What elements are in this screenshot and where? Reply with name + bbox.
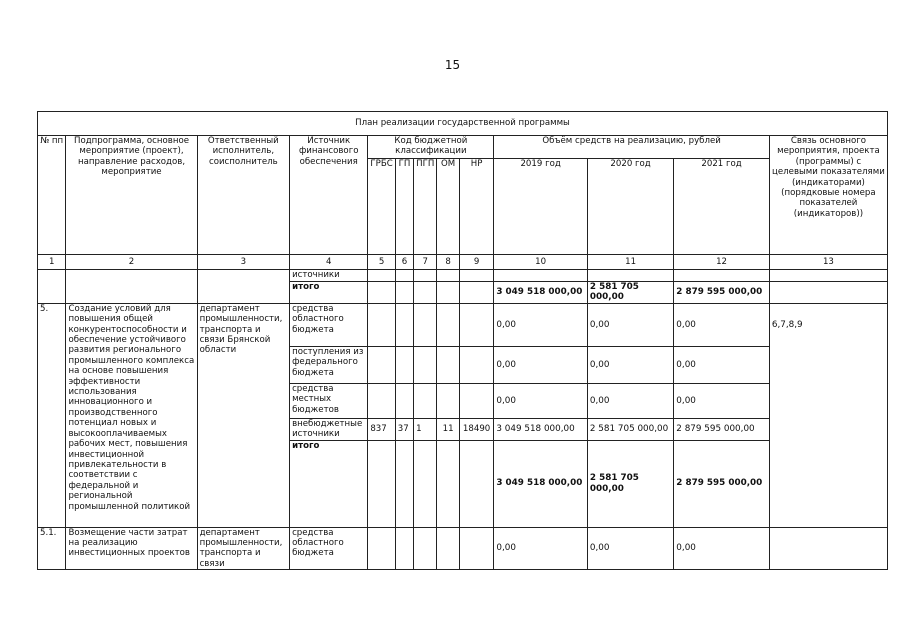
col-num-1: 1 — [38, 255, 66, 270]
row5-om-5 — [437, 440, 459, 527]
program-plan-table — [37, 111, 888, 570]
row5-2020-3: 0,00 — [587, 383, 673, 418]
row5-grbs-4: 837 — [368, 418, 395, 440]
row5-2021-1: 0,00 — [674, 303, 770, 346]
row5-source-4: внебюджетные источники — [290, 418, 368, 440]
row51-name: Возмещение части затрат на реализацию инвестиционных проектов — [66, 527, 197, 570]
row5-grbs-2 — [368, 346, 395, 383]
row5-2021-4: 2 879 595 000,00 — [674, 418, 770, 440]
table-row — [38, 303, 888, 346]
header-volume: Объём средств на реализацию, рублей — [494, 136, 769, 159]
row5-2019-1: 0,00 — [494, 303, 588, 346]
row5-2020-4: 2 581 705 000,00 — [587, 418, 673, 440]
col-num-7: 7 — [414, 255, 437, 270]
header-2021: 2021 год — [674, 159, 770, 255]
row5-pgp-5 — [414, 440, 437, 527]
row5-nr-1 — [459, 303, 494, 346]
col-num-6: 6 — [395, 255, 413, 270]
row5-num: 5. — [38, 303, 66, 527]
col-num-12: 12 — [674, 255, 770, 270]
row5-nr-2 — [459, 346, 494, 383]
row51-2019: 0,00 — [494, 527, 588, 570]
row51-num: 5.1. — [38, 527, 66, 570]
row5-total-2021: 2 879 595 000,00 — [674, 440, 770, 527]
row5-2021-3: 0,00 — [674, 383, 770, 418]
row51-responsible: департамент промышленности, транспорта и связи — [197, 527, 290, 570]
col-num-4: 4 — [290, 255, 368, 270]
row5-nr-4: 18490 — [459, 418, 494, 440]
row5-2021-2: 0,00 — [674, 346, 770, 383]
row5-om-2 — [437, 346, 459, 383]
header-nr: НР — [459, 159, 494, 255]
row5-2020-2: 0,00 — [587, 346, 673, 383]
row5-om-1 — [437, 303, 459, 346]
row5-pgp-2 — [414, 346, 437, 383]
row5-om-3 — [437, 383, 459, 418]
table-title: План реализации государственной программы — [38, 112, 888, 136]
row5-source-3: средства местных бюджетов — [290, 383, 368, 418]
row5-name: Создание условий для повышения общей конкурентоспособности и обеспечение устойчивого развития регионального промышленного комплекса на основе повышения эффективности использования инновационного и производственного потенциал новых и высокооплачиваемых рабочих мест, повышения инвестиционной привлекательности в соответствии с федеральной и региональной промышленной политикой — [66, 303, 197, 527]
col-num-13: 13 — [769, 255, 887, 270]
header-pgp: ПГП — [414, 159, 437, 255]
row5-grbs-3 — [368, 383, 395, 418]
header-gp: ГП — [395, 159, 413, 255]
row5-pgp-3 — [414, 383, 437, 418]
row5-total-2020: 2 581 705 000,00 — [587, 440, 673, 527]
row5-gp-1 — [395, 303, 413, 346]
table-row — [38, 270, 888, 282]
page-number: 15 — [444, 58, 461, 72]
row51-source: средства областного бюджета — [290, 527, 368, 570]
header-num: № пп — [38, 136, 66, 255]
col-num-11: 11 — [587, 255, 673, 270]
header-source: Источник финансового обеспечения — [290, 136, 368, 255]
header-subprogram: Подпрограмма, основное мероприятие (проект), направление расходов, мероприятие — [66, 136, 197, 255]
header-2020: 2020 год — [587, 159, 673, 255]
col-num-8: 8 — [437, 255, 459, 270]
prev-source-label: источники — [290, 270, 368, 282]
row5-nr-3 — [459, 383, 494, 418]
row5-link: 6,7,8,9 — [769, 303, 887, 527]
row5-responsible: департамент промышленности, транспорта и связи Брянской области — [197, 303, 290, 527]
row5-total-2019: 3 049 518 000,00 — [494, 440, 588, 527]
header-link: Связь основного мероприятия, проекта (программы) с целевыми показателями (индикаторами) (порядковые номера показателей (индикаторов)) — [769, 136, 887, 255]
row5-2019-2: 0,00 — [494, 346, 588, 383]
row5-source-2: поступления из федерального бюджета — [290, 346, 368, 383]
row5-pgp-1 — [414, 303, 437, 346]
row5-gp-5 — [395, 440, 413, 527]
prev-total-label: итого — [290, 282, 368, 304]
row5-2019-4: 3 049 518 000,00 — [494, 418, 588, 440]
header-budget-code: Код бюджетной классификации — [368, 136, 494, 159]
column-number-row — [38, 255, 888, 270]
prev-total-2021: 2 879 595 000,00 — [674, 282, 770, 304]
row5-source-total: итого — [290, 440, 368, 527]
row51-2021: 0,00 — [674, 527, 770, 570]
row5-gp-2 — [395, 346, 413, 383]
row5-pgp-4: 1 — [414, 418, 437, 440]
header-om: ОМ — [437, 159, 459, 255]
row5-source-1: средства областного бюджета — [290, 303, 368, 346]
row5-2019-3: 0,00 — [494, 383, 588, 418]
col-num-2: 2 — [66, 255, 197, 270]
col-num-3: 3 — [197, 255, 290, 270]
row5-2020-1: 0,00 — [587, 303, 673, 346]
row5-grbs-1 — [368, 303, 395, 346]
row51-2020: 0,00 — [587, 527, 673, 570]
row5-gp-3 — [395, 383, 413, 418]
row5-nr-5 — [459, 440, 494, 527]
header-responsible: Ответственный исполнитель, соисполнитель — [197, 136, 290, 255]
row5-om-4: 11 — [437, 418, 459, 440]
header-grbs: ГРБС — [368, 159, 395, 255]
col-num-10: 10 — [494, 255, 588, 270]
row5-grbs-5 — [368, 440, 395, 527]
col-num-5: 5 — [368, 255, 395, 270]
col-num-9: 9 — [459, 255, 494, 270]
prev-total-2019: 3 049 518 000,00 — [494, 282, 588, 304]
row5-gp-4: 37 — [395, 418, 413, 440]
prev-total-2020: 2 581 705 000,00 — [587, 282, 673, 304]
header-2019: 2019 год — [494, 159, 588, 255]
table-row — [38, 527, 888, 570]
